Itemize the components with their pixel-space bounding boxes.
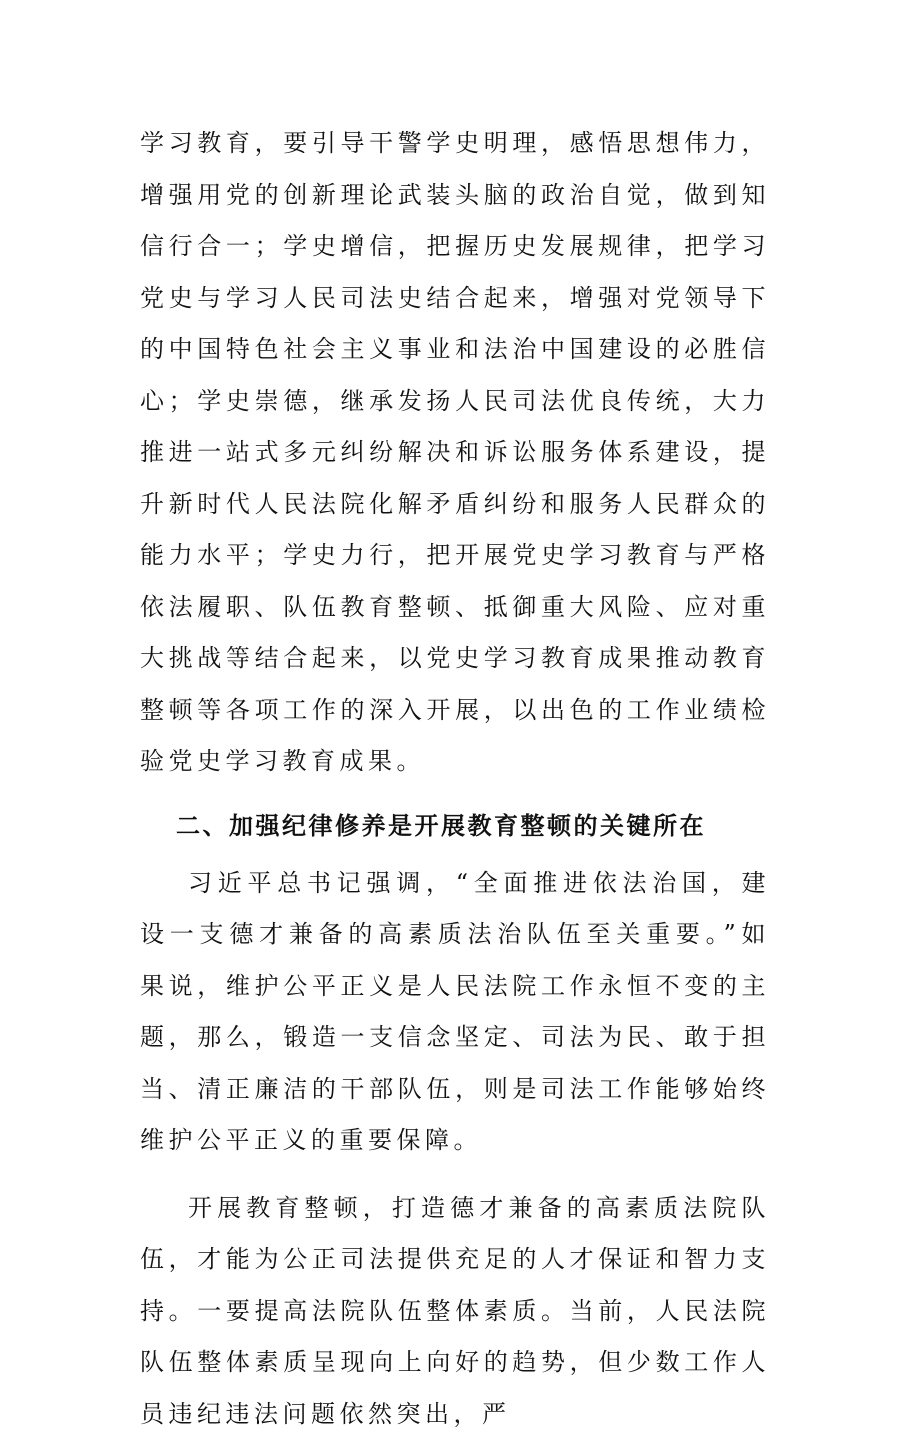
body-paragraph-3: 开展教育整顿，打造德才兼备的高素质法院队伍，才能为公正司法提供充足的人才保证和智力支持。一要提高法院队伍整体素质。当前，人民法院队伍整体素质呈现向上向好的趋势，但少数工作人员违纪违法问题依然突出，严 <box>140 1183 770 1440</box>
body-paragraph-1: 学习教育，要引导干警学史明理，感悟思想伟力，增强用党的创新理论武装头脑的政治自觉，做到知信行合一；学史增信，把握历史发展规律，把学习党史与学习人民司法史结合起来，增强对党领导下的中国特色社会主义事业和法治中国建设的必胜信心；学史崇德，继承发扬人民司法优良传统，大力推进一站式多元纠纷解决和诉讼服务体系建设，提升新时代人民法院化解矛盾纠纷和服务人民群众的能力水平；学史力行，把开展党史学习教育与严格依法履职、队伍教育整顿、抵御重大风险、应对重大挑战等结合起来，以党史学习教育成果推动教育整顿等各项工作的深入开展，以出色的工作业绩检验党史学习教育成果。 <box>140 118 770 788</box>
document-page <box>140 118 770 1440</box>
section-heading: 二、加强纪律修养是开展教育整顿的关键所在 <box>140 796 770 856</box>
paragraph-spacer <box>140 1167 770 1183</box>
body-paragraph-2: 习近平总书记强调，“全面推进依法治国，建设一支德才兼备的高素质法治队伍至关重要。”如果说，维护公平正义是人民法院工作永恒不变的主题，那么，锻造一支信念坚定、司法为民、敢于担当、清正廉洁的干部队伍，则是司法工作能够始终维护公平正义的重要保障。 <box>140 858 770 1167</box>
